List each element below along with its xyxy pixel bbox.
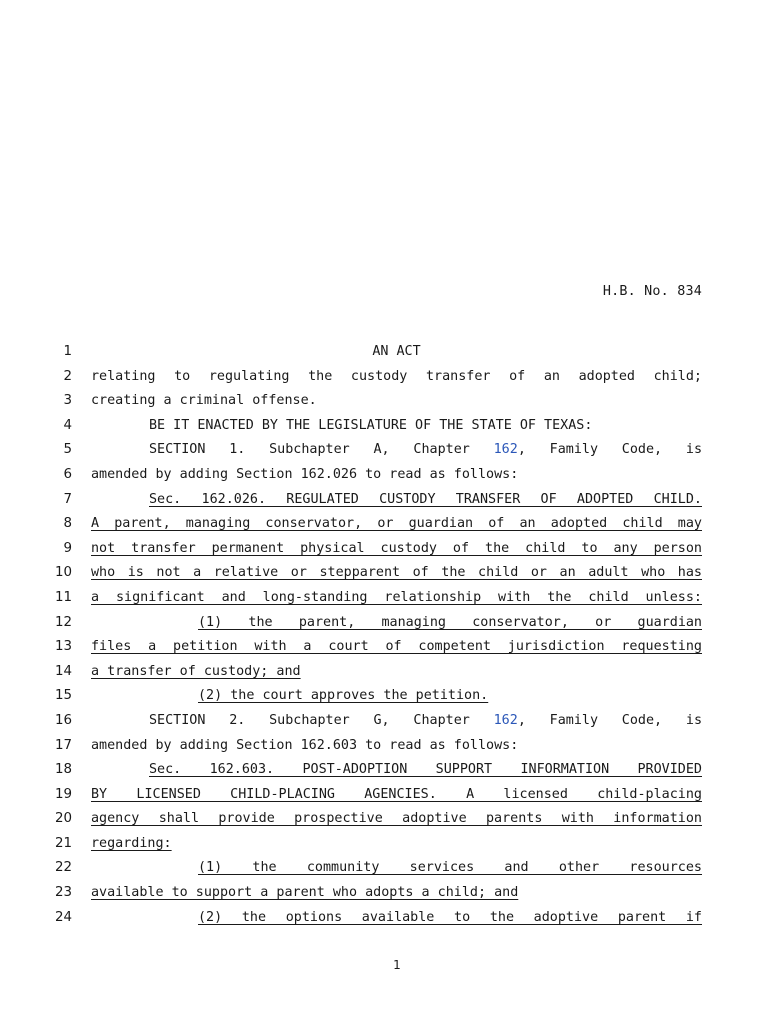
inserted-text: (2) the options available to the adoptive parent if	[198, 909, 702, 925]
page-number: 1	[393, 958, 401, 972]
bill-body	[0, 340, 770, 930]
section-text: , Family Code, is	[517, 442, 703, 458]
caption-text: creating a criminal offense.	[91, 393, 317, 409]
line-5	[0, 438, 770, 463]
line-number: 21	[54, 835, 72, 851]
caption-text: relating to regulating the custody transfer of an adopted child;	[91, 368, 702, 384]
line-24	[0, 906, 770, 931]
section-text: SECTION 2. Subchapter G, Chapter	[149, 712, 470, 728]
inserted-text: not transfer permanent physical custody of the child to any person	[91, 540, 702, 556]
inserted-text: A parent, managing conservator, or guardian of an adopted child may	[91, 516, 702, 532]
new-section-heading: Sec. 162.603. POST-ADOPTION SUPPORT INFORMATION PROVIDED	[149, 762, 702, 778]
line-2	[0, 365, 770, 390]
line-7	[0, 488, 770, 513]
line-number: 5	[63, 442, 72, 458]
section-2-heading	[149, 709, 702, 734]
enacting-clause: BE IT ENACTED BY THE LEGISLATURE OF THE STATE OF TEXAS:	[149, 417, 593, 433]
line-10	[0, 561, 770, 586]
line-1	[0, 340, 770, 365]
line-number: 17	[54, 737, 72, 753]
line-8	[0, 512, 770, 537]
line-19	[0, 783, 770, 808]
inserted-text: who is not a relative or stepparent of the child or an adult who has	[91, 565, 702, 581]
line-14	[0, 660, 770, 685]
inserted-text: available to support a parent who adopts a child; and	[91, 885, 519, 901]
line-9	[0, 537, 770, 562]
line-number: 23	[54, 885, 72, 901]
chapter-162-link[interactable]: 162	[493, 712, 518, 728]
act-title: AN ACT	[372, 344, 421, 359]
line-number: 14	[54, 663, 72, 679]
line-16	[0, 709, 770, 734]
section-1-heading	[149, 438, 702, 463]
new-section-heading: Sec. 162.026. REGULATED CUSTODY TRANSFER OF ADOPTED CHILD.	[149, 491, 702, 507]
line-number: 12	[54, 614, 72, 630]
line-20	[0, 807, 770, 832]
line-number: 19	[54, 786, 72, 802]
line-12	[0, 611, 770, 636]
inserted-text: a transfer of custody; and	[91, 663, 301, 679]
line-number: 11	[54, 589, 72, 605]
inserted-text: files a petition with a court of competent jurisdiction requesting	[91, 639, 702, 655]
line-number: 13	[54, 639, 72, 655]
line-number: 24	[54, 909, 72, 925]
inserted-text: (1) the community services and other resources	[198, 860, 702, 876]
line-11	[0, 586, 770, 611]
line-number: 1	[63, 344, 72, 359]
section-text: , Family Code, is	[517, 712, 703, 728]
line-number: 18	[54, 762, 72, 778]
line-number: 8	[63, 516, 72, 532]
line-number: 4	[63, 417, 72, 433]
line-17	[0, 734, 770, 759]
line-13	[0, 635, 770, 660]
inserted-text: BY LICENSED CHILD-PLACING AGENCIES. A licensed child-placing	[91, 786, 702, 802]
section-text: SECTION 1. Subchapter A, Chapter	[149, 442, 470, 458]
line-number: 22	[54, 860, 72, 876]
line-6	[0, 463, 770, 488]
line-18	[0, 758, 770, 783]
line-number: 15	[54, 688, 72, 704]
bill-number: H.B. No. 834	[602, 284, 702, 299]
section-text: amended by adding Section 162.026 to read as follows:	[91, 466, 519, 482]
inserted-text: a significant and long-standing relationship with the child unless:	[91, 589, 702, 605]
line-22	[0, 856, 770, 881]
inserted-text: (2) the court approves the petition.	[198, 688, 489, 704]
line-number: 6	[63, 466, 72, 482]
line-number: 2	[63, 368, 72, 384]
line-15	[0, 684, 770, 709]
chapter-162-link[interactable]: 162	[493, 442, 518, 458]
inserted-text: regarding:	[91, 835, 172, 851]
section-text: amended by adding Section 162.603 to read as follows:	[91, 737, 519, 753]
line-21	[0, 832, 770, 857]
inserted-text: agency shall provide prospective adoptive parents with information	[91, 811, 702, 827]
line-number: 3	[63, 393, 72, 409]
line-number: 9	[63, 540, 72, 556]
line-23	[0, 881, 770, 906]
inserted-text: (1) the parent, managing conservator, or guardian	[198, 614, 702, 630]
line-number: 7	[63, 491, 72, 507]
line-4	[0, 414, 770, 439]
line-number: 16	[54, 712, 72, 728]
line-3	[0, 389, 770, 414]
line-number: 20	[54, 811, 72, 827]
line-number: 10	[54, 565, 72, 581]
